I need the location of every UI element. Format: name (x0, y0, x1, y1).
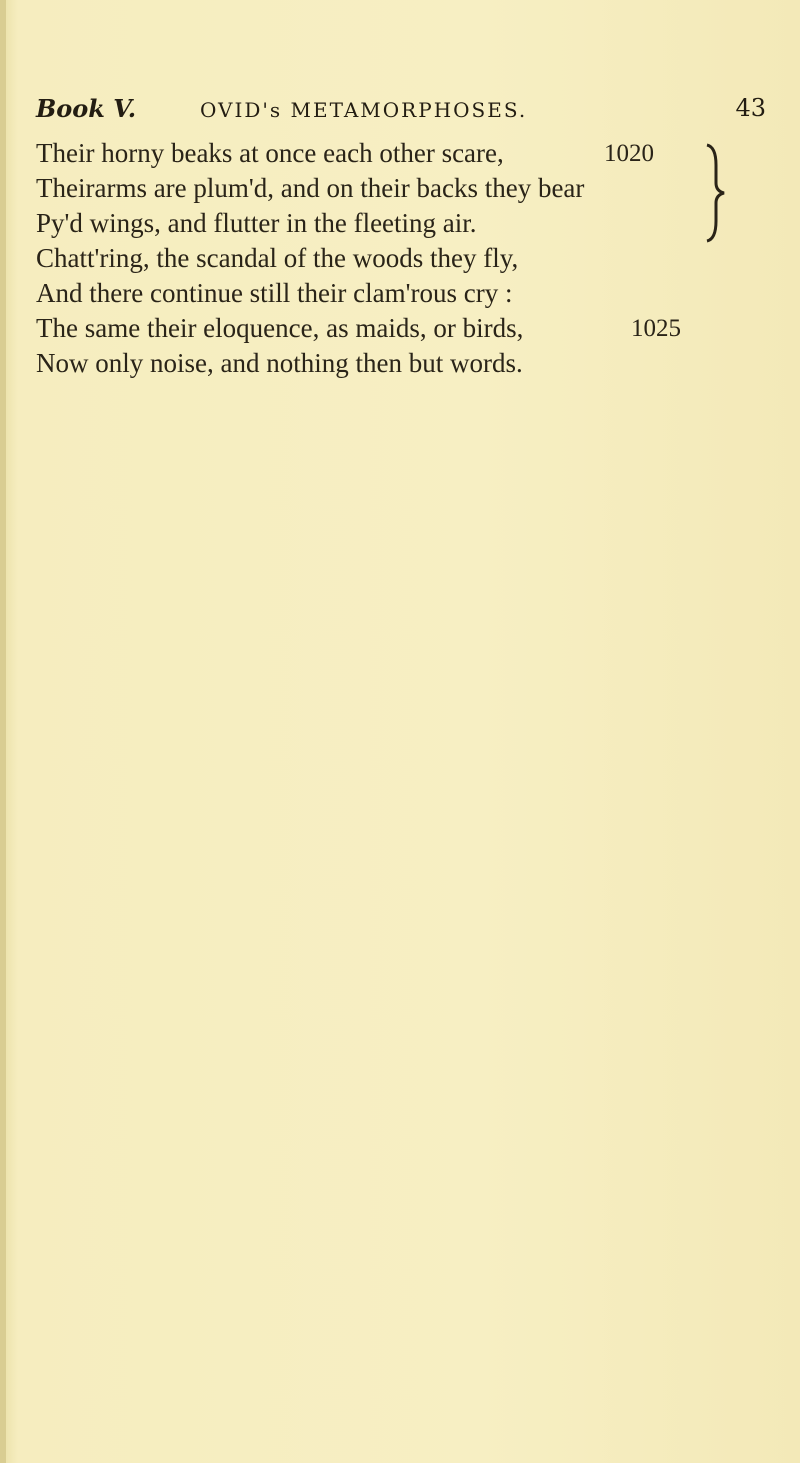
verse-text: Chatt'ring, the scandal of the woods they fly, (36, 243, 519, 273)
verse-line (36, 346, 766, 381)
verse-line (36, 136, 766, 171)
verse-text: And there continue still their clam'rous cry : (36, 278, 513, 308)
verse-text: Theirarms are plum'd, and on their backs they bear (36, 173, 585, 203)
running-header (36, 94, 766, 128)
verse-text: Py'd wings, and flutter in the fleeting air. (36, 208, 477, 238)
page-edge (0, 0, 6, 1463)
verse-line (36, 276, 766, 311)
book-label: Book V. (36, 94, 137, 123)
verse-block (36, 136, 766, 381)
triplet-brace-icon (704, 143, 726, 243)
page-number: 43 (735, 94, 766, 122)
verse-line (36, 171, 766, 206)
running-title: OVID's METAMORPHOSES. (200, 98, 528, 122)
verse-line (36, 206, 766, 241)
verse-line (36, 311, 766, 346)
verse-text: Their horny beaks at once each other scare, (36, 138, 504, 168)
line-number: 1020 (604, 140, 654, 167)
verse-text: The same their eloquence, as maids, or birds, (36, 313, 524, 343)
verse-line (36, 241, 766, 276)
verse-text: Now only noise, and nothing then but words. (36, 348, 523, 378)
line-number: 1025 (631, 315, 681, 342)
